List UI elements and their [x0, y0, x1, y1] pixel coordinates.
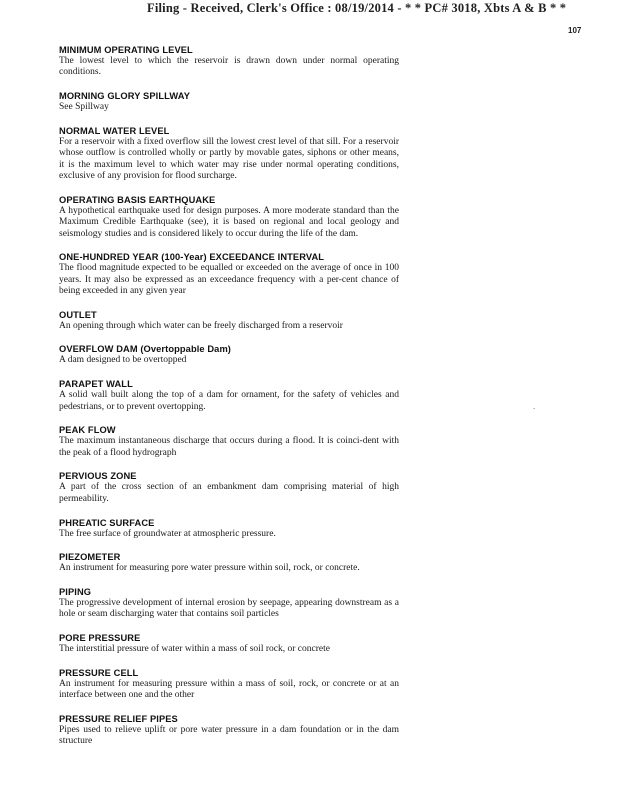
glossary-entry	[59, 714, 399, 748]
glossary-entry	[59, 668, 399, 702]
glossary-definition: A dam designed to be overtopped	[59, 355, 187, 366]
glossary-definition: A hypothetical earthquake used for design purposes. A more moderate standard than the Maximum Credible Earthquake (see), it is based on regional and local geology and seismology studies and is considered likely to occur during the life of the dam.	[59, 205, 399, 239]
glossary-term: PHREATIC SURFACE	[59, 517, 155, 528]
glossary-entry	[59, 310, 399, 332]
glossary-entry	[59, 633, 399, 655]
glossary-definition: For a reservoir with a fixed overflow sill the lowest crest level of that sill. For a reservoir whose outflow is controlled wholly or partly by movable gates, siphons or other means, it is the maximum level to which water may rise under normal operating conditions, exclusive of any provision for flood surcharge.	[59, 136, 399, 182]
glossary-term: OVERFLOW DAM (Overtoppable Dam)	[59, 344, 232, 355]
glossary-definition: The maximum instantaneous discharge that occurs during a flood. It is coinci-dent with the peak of a flood hydrograph	[59, 436, 399, 458]
glossary-definition: An instrument for measuring pore water pressure within soil, rock, or concrete.	[59, 563, 360, 574]
glossary-definition: A part of the cross section of an embankment dam comprising material of high permeability.	[59, 482, 399, 504]
glossary-term: PRESSURE CELL	[59, 667, 139, 678]
glossary-entry	[59, 518, 399, 540]
glossary-term: PARAPET WALL	[59, 379, 133, 390]
glossary-term: ONE-HUNDRED YEAR (100-Year) EXCEEDANCE INTERVAL	[59, 252, 325, 263]
glossary-definition: The interstitial pressure of water within a mass of soil rock, or concrete	[59, 644, 330, 655]
glossary-definition: An opening through which water can be freely discharged from a reservoir	[59, 320, 343, 331]
glossary-entry	[59, 587, 399, 621]
glossary-entry	[59, 379, 399, 413]
glossary-term: PIEZOMETER	[59, 552, 121, 563]
glossary-definition: An instrument for measuring pressure within a mass of soil, rock, or concrete or at an interface between one and the other	[59, 678, 399, 701]
glossary-term: PORE PRESSURE	[59, 633, 141, 644]
glossary-term: PIPING	[59, 586, 92, 597]
glossary-entry	[59, 195, 399, 240]
filing-stamp: Filing - Received, Clerk's Office : 08/19/2014 - * * PC# 3018, Xbts A & B * *	[147, 1, 567, 15]
glossary-entry	[59, 91, 399, 113]
glossary-entry	[59, 344, 399, 366]
glossary-term: NORMAL WATER LEVEL	[59, 125, 170, 136]
glossary-entry	[59, 252, 399, 297]
scan-artifact: .	[533, 402, 536, 411]
glossary-term: MORNING GLORY SPILLWAY	[59, 91, 190, 102]
glossary-term: OPERATING BASIS EARTHQUAKE	[59, 194, 216, 205]
glossary-definition: See Spillway	[59, 102, 109, 113]
glossary-definition: The flood magnitude expected to be equalled or exceeded on the average of once in 100 years. It may also be expressed as an exceedance frequency with a per-cent chance of being exceeded in any given year	[59, 263, 399, 297]
glossary-definition: Pipes used to relieve uplift or pore water pressure in a dam foundation or in the dam structure	[59, 724, 399, 747]
page-number: 107	[568, 26, 582, 35]
glossary-term: OUTLET	[59, 309, 97, 320]
glossary-entry	[59, 471, 399, 505]
glossary-entry	[59, 425, 399, 459]
glossary-list	[59, 45, 399, 760]
glossary-entry	[59, 552, 399, 574]
glossary-definition: The progressive development of internal erosion by seepage, appearing downstream as a hole or seam discharging water that contains soil particles	[59, 597, 399, 620]
glossary-definition: The free surface of groundwater at atmospheric pressure.	[59, 528, 276, 539]
glossary-entry	[59, 45, 399, 79]
glossary-term: MINIMUM OPERATING LEVEL	[59, 45, 193, 55]
glossary-definition: A solid wall built along the top of a dam for ornament, for the safety of vehicles and pedestrians, or to prevent overtopping.	[59, 390, 399, 412]
glossary-term: PERVIOUS ZONE	[59, 471, 137, 482]
glossary-definition: The lowest level to which the reservoir is drawn down under normal operating conditions.	[59, 56, 399, 78]
glossary-term: PRESSURE RELIEF PIPES	[59, 713, 178, 724]
glossary-entry	[59, 126, 399, 183]
glossary-term: PEAK FLOW	[59, 425, 116, 436]
